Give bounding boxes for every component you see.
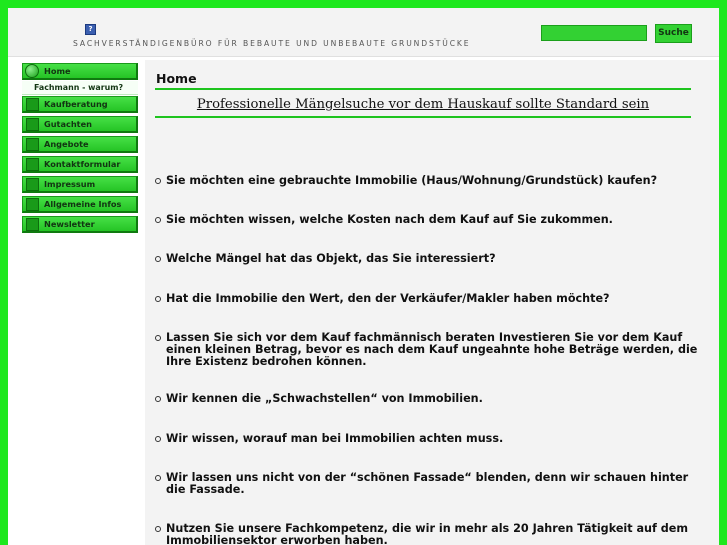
list-item-text: Wir kennen die „Schwachstellen“ von Immobilien. <box>166 392 483 405</box>
sidebar-item-label: Angebote <box>44 139 89 149</box>
page-frame <box>8 8 719 545</box>
site-tagline: SACHVERSTÄNDIGENBÜRO FÜR BEBAUTE UND UNBEBAUTE GRUNDSTÜCKE <box>73 39 471 48</box>
sidebar-item-impressum[interactable] <box>22 176 138 193</box>
search-input[interactable] <box>541 25 647 41</box>
sidebar-item-label: Kaufberatung <box>44 99 108 109</box>
page-headline: Professionelle Mängelsuche vor dem Hauskauf sollte Standard sein <box>196 97 650 112</box>
bullet-icon <box>155 256 161 262</box>
bullet-icon <box>155 335 161 341</box>
bullet-icon <box>155 475 161 481</box>
sidebar-item-home[interactable] <box>22 63 138 80</box>
title-rule <box>155 88 691 90</box>
list-item <box>155 393 701 405</box>
list-item-text: Nutzen Sie unsere Fachkompetenz, die wir in mehr als 20 Jahren Tätigkeit auf dem Immobiliensektor erworben haben. <box>166 522 689 545</box>
sidebar-item-allgemeine-infos[interactable] <box>22 196 138 213</box>
bullet-icon <box>155 526 161 532</box>
square-icon <box>26 178 39 191</box>
list-item <box>155 175 701 187</box>
list-item <box>155 253 701 265</box>
sidebar-nav <box>22 63 138 236</box>
list-item-text: Lassen Sie sich vor dem Kauf fachmännisch beraten Investieren Sie vor dem Kauf einen kleinen Betrag, bevor es nach dem Kauf ungeahnte hohe Beträge werden, die Ihre Existenz bedrohen können. <box>166 331 698 368</box>
sidebar-item-angebote[interactable] <box>22 136 138 153</box>
square-icon <box>26 118 39 131</box>
sidebar-item-newsletter[interactable] <box>22 216 138 233</box>
logo-icon[interactable]: ? <box>85 24 96 35</box>
bullet-icon <box>155 217 161 223</box>
list-item <box>155 433 701 445</box>
list-item <box>155 523 701 545</box>
sidebar-item-kaufberatung[interactable] <box>22 96 138 113</box>
bullet-icon <box>155 436 161 442</box>
bullet-icon <box>155 396 161 402</box>
list-item-text: Welche Mängel hat das Objekt, das Sie interessiert? <box>166 252 496 265</box>
bullet-icon <box>155 178 161 184</box>
main-content <box>145 60 719 545</box>
search-button[interactable]: Suche <box>655 24 692 43</box>
list-item-text: Wir lassen uns nicht von der “schönen Fassade“ blenden, denn wir schauen hinter die Fassade. <box>166 471 689 496</box>
sidebar-item-label: Home <box>44 66 71 76</box>
sidebar-item-label: Allgemeine Infos <box>44 199 122 209</box>
list-item-text: Hat die Immobilie den Wert, den der Verkäufer/Makler haben möchte? <box>166 292 610 305</box>
sidebar-item-label: Impressum <box>44 179 96 189</box>
headline-rule <box>155 116 691 118</box>
sidebar-item-fachmann[interactable]: Fachmann - warum? <box>22 81 138 95</box>
bullet-icon <box>155 296 161 302</box>
list-item <box>155 293 701 305</box>
list-item <box>155 214 701 226</box>
site-header <box>8 8 719 57</box>
list-item <box>155 472 701 496</box>
sidebar-item-label: Newsletter <box>44 219 95 229</box>
page-title: Home <box>156 71 197 86</box>
list-item-text: Sie möchten wissen, welche Kosten nach dem Kauf auf Sie zukommen. <box>166 213 613 226</box>
square-icon <box>26 218 39 231</box>
square-icon <box>26 138 39 151</box>
square-icon <box>26 198 39 211</box>
square-icon <box>26 158 39 171</box>
home-circle-icon <box>25 64 39 78</box>
sidebar-item-kontaktformular[interactable] <box>22 156 138 173</box>
sidebar-item-gutachten[interactable] <box>22 116 138 133</box>
list-item <box>155 332 701 368</box>
list-item-text: Sie möchten eine gebrauchte Immobilie (Haus/Wohnung/Grundstück) kaufen? <box>166 174 658 187</box>
sidebar-item-label: Gutachten <box>44 119 92 129</box>
square-icon <box>26 98 39 111</box>
list-item-text: Wir wissen, worauf man bei Immobilien achten muss. <box>166 432 504 445</box>
sidebar-item-label: Kontaktformular <box>44 159 121 169</box>
